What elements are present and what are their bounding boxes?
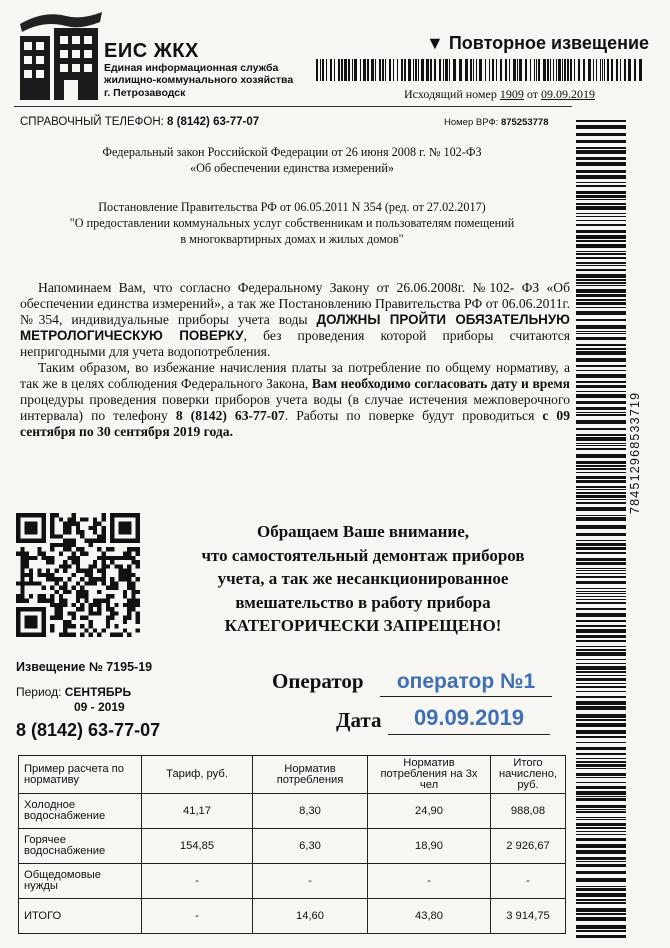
date-underline (388, 734, 550, 735)
table-cell: 14,60 (253, 899, 368, 934)
outgoing-number-value: 1909 (499, 87, 524, 101)
main-notice-text (20, 280, 570, 440)
table-cell: Холодное водоснабжение (19, 794, 142, 829)
outgoing-number: Исходящий номер 1909 от 09.09.2019 (404, 87, 595, 101)
table-cell: 3 914,75 (491, 899, 566, 934)
building-logo-icon (14, 10, 106, 102)
attention-warning: Обращаем Ваше внимание, что самостоятельный демонтаж приборов учета, а так же несанкционированное вмешательство в работу прибора КАТЕГОРИЧЕСКИ ЗАПРЕЩЕНО! (201, 522, 525, 635)
table-row-total (19, 899, 566, 934)
table-header: Тариф, руб. (142, 756, 253, 794)
table-row (19, 829, 566, 864)
org-subtitle-line1: Единая информационная служба (104, 62, 279, 74)
paragraph-reminder: Напоминаем Вам, что согласно Федеральному Закону от 26.06.2008г. №102- ФЗ «Об обеспечении единства измерений», а так же Постановлению Правительства РФ от 06.06.2011г. №354, индивидуальные приборы учета воды ДОЛЖНЫ ПРОЙТИ ОБЯЗАТЕЛЬНУЮ МЕТРОЛОГИЧЕСКУЮ ПОВЕРКУ, без проведения которой приборы считаются непригодными для учета водопотребления. (20, 280, 570, 359)
table-cell: 988,08 (491, 794, 566, 829)
table-header: Норматив потребления (253, 756, 368, 794)
date-label: Дата (336, 708, 382, 732)
table-row (19, 864, 566, 899)
table-cell: - (142, 864, 253, 899)
notice-title: ▼ Повторное извещение (426, 33, 650, 53)
government-decree-reference: Постановление Правительства РФ от 06.05.2011 N 354 (ред. от 27.02.2017) "О предоставлении коммунальных услуг собственникам и пользователям помещений в многоквартирных домах и жилых домов" (69, 200, 515, 246)
notice-number: Извещение № 7195-19 (16, 660, 153, 674)
table-header: Итого начислено, руб. (491, 756, 566, 794)
table-cell: - (142, 899, 253, 934)
vertical-barcode (576, 120, 626, 938)
org-subtitle-line2: жилищно-коммунального хозяйства (104, 74, 294, 86)
reference-phone: СПРАВОЧНЫЙ ТЕЛЕФОН: 8 (8142) 63-77-07 (20, 116, 260, 128)
vrf-number-value: 875253778 (500, 117, 549, 128)
operator-label: Оператор (272, 669, 364, 693)
period-year: 09 - 2019 (74, 700, 125, 714)
table-cell: 24,90 (368, 794, 491, 829)
table-cell: - (368, 864, 491, 899)
table-cell: 8,30 (253, 794, 368, 829)
table-cell: 41,17 (142, 794, 253, 829)
vrf-number: Номер ВРФ: 875253778 (444, 117, 549, 128)
table-row (19, 794, 566, 829)
table-cell: - (491, 864, 566, 899)
period: Период: СЕНТЯБРЬ (16, 685, 132, 699)
period-month: СЕНТЯБРЬ (64, 685, 132, 699)
table-cell: - (253, 864, 368, 899)
outgoing-date-value: 09.09.2019 (540, 87, 595, 101)
header-divider (14, 106, 572, 107)
date-value: 09.09.2019 (413, 705, 525, 730)
table-cell: 18,90 (368, 829, 491, 864)
calculation-table (18, 755, 566, 934)
table-cell: ИТОГО (19, 899, 142, 934)
table-cell: Горячее водоснабжение (19, 829, 142, 864)
table-cell: 154,85 (142, 829, 253, 864)
top-barcode (316, 59, 644, 81)
qr-code (16, 513, 140, 637)
paragraph-instructions: Таким образом, во избежание начисления платы за потребление по общему нормативу, а так же в целях соблюдения Федерального Закона, Вам необходимо согласовать дату и время процедуры проведения поверки приборов учета воды (в случае истечения межповерочного интервала) по телефону 8 (8142) 63-77-07. Работы по поверке будут проводиться с 09 сентября по 30 сентября 2019 года. (20, 360, 571, 439)
federal-law-reference: Федеральный закон Российской Федерации от 26 июня 2008 г. № 102-ФЗ «Об обеспечении единства измерений» (102, 145, 482, 175)
contact-phone: 8 (8142) 63-77-07 (16, 720, 161, 740)
operator-value: оператор №1 (396, 670, 536, 693)
table-header: Пример расчета по нормативу (19, 756, 142, 794)
barcode-number: 784512968533719 (628, 391, 642, 514)
table-cell: 2 926,67 (491, 829, 566, 864)
table-cell: 43,80 (368, 899, 491, 934)
org-city: г. Петрозаводск (104, 87, 186, 99)
table-cell: Общедомовые нужды (19, 864, 142, 899)
operator-underline (380, 696, 552, 697)
table-cell: 6,30 (253, 829, 368, 864)
table-header-row (19, 756, 566, 794)
org-title: ЕИС ЖКХ (104, 40, 199, 62)
table-header: Норматив потребления на 3х чел (368, 756, 491, 794)
reference-phone-value: 8 (8142) 63-77-07 (167, 116, 260, 128)
